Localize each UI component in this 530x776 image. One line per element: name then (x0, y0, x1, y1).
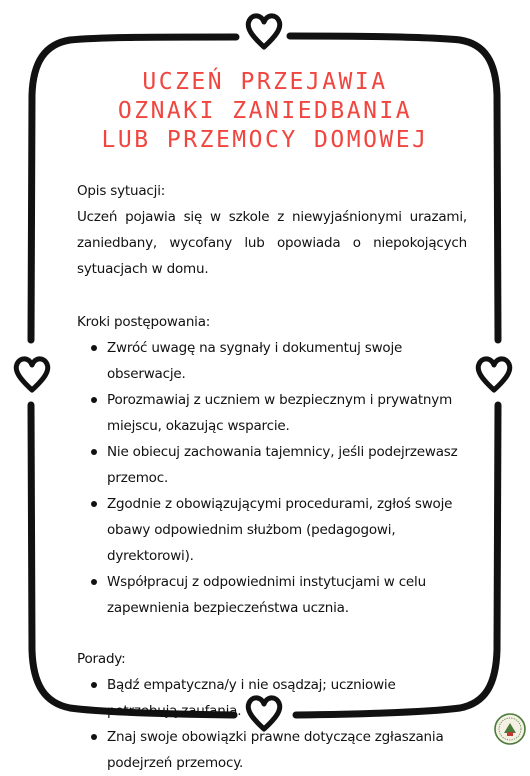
tips-list (77, 672, 467, 776)
steps-list (77, 335, 467, 621)
heart-icon (248, 16, 280, 47)
situation-heading: Opis sytuacji: (77, 183, 166, 199)
title-line-1: UCZEŃ PRZEJAWIA (142, 69, 388, 95)
tips-list-item: Znaj swoje obowiązki prawne dotyczące zgłaszania podejrzeń przemocy. (107, 724, 467, 776)
steps-list-item: Zgodnie z obowiązującymi procedurami, zgłoś swoje obawy odpowiednim służbom (pedagogowi, dyrektorowi). (107, 491, 467, 569)
page-title (60, 68, 470, 155)
section-spacer (77, 282, 467, 309)
tips-heading: Porady: (77, 651, 126, 667)
steps-heading: Kroki postępowania: (77, 314, 211, 330)
heart-icon (478, 359, 510, 390)
school-seal-icon (494, 713, 526, 745)
steps-list-item: Nie obiecuj zachowania tajemnicy, jeśli podejrzewasz przemoc. (107, 439, 467, 491)
steps-list-item: Współpracuj z odpowiednimi instytucjami w celu zapewnienia bezpieczeństwa ucznia. (107, 569, 467, 621)
title-line-3: LUB PRZEMOCY DOMOWEJ (101, 127, 429, 153)
steps-list-item: Zwróć uwagę na sygnały i dokumentuj swoje obserwacje. (107, 335, 467, 387)
heart-icon (16, 359, 48, 390)
tips-list-item: Bądź empatyczna/y i nie osądzaj; uczniowie potrzebują zaufania. (107, 672, 467, 724)
steps-list-item: Porozmawiaj z uczniem w bezpiecznym i prywatnym miejscu, okazując wsparcie. (107, 387, 467, 439)
title-line-2: OZNAKI ZANIEDBANIA (117, 98, 413, 124)
situation-description: Uczeń pojawia się w szkole z niewyjaśnionymi urazami, zaniedbany, wycofany lub opowiada o niepokojących sytuacjach w domu. (77, 209, 467, 277)
section-spacer (77, 621, 467, 646)
content-area (77, 178, 467, 776)
